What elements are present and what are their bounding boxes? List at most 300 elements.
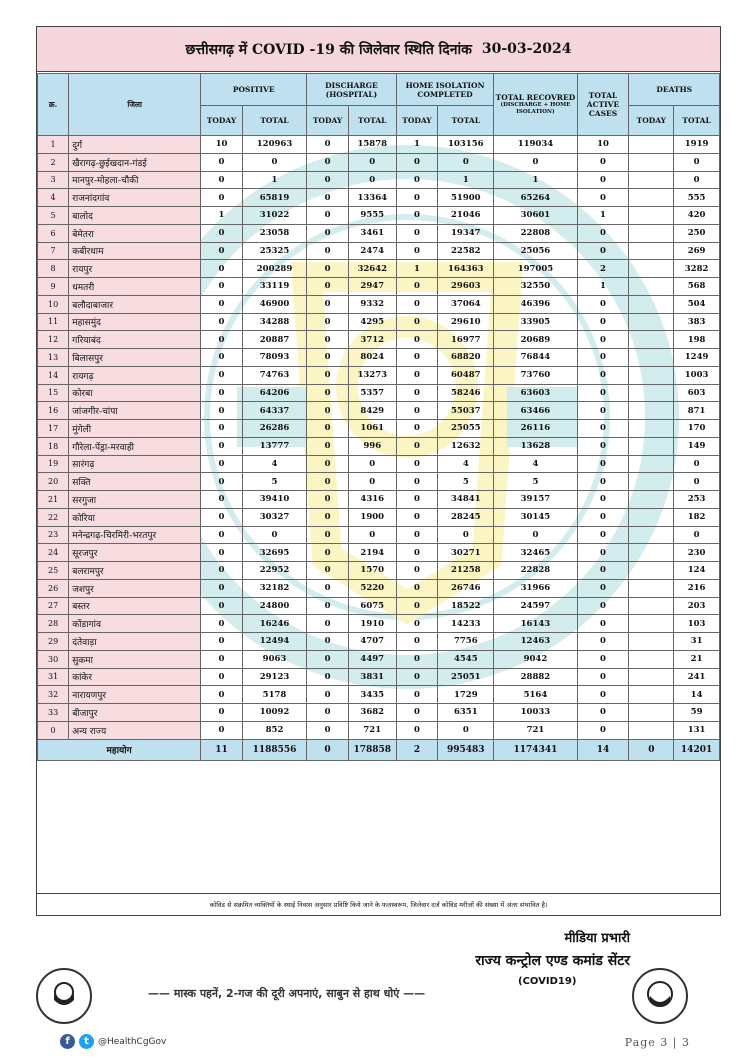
cell-positive-total: 0 <box>242 153 306 171</box>
grand-total-row <box>38 739 720 760</box>
cell-positive-total: 5 <box>242 473 306 491</box>
cell-deaths-total: 0 <box>674 455 720 473</box>
cell-district: गरियाबंद <box>69 331 201 349</box>
cell-positive-today: 0 <box>201 455 243 473</box>
cell-positive-today: 0 <box>201 544 243 562</box>
cell-positive-today: 0 <box>201 508 243 526</box>
cell-home-total: 18522 <box>438 597 494 615</box>
cell-discharge-today: 0 <box>307 704 349 722</box>
cell-sn: 2 <box>38 153 69 171</box>
cell-home-total: 21258 <box>438 562 494 580</box>
cell-total-recovered: 30145 <box>494 508 577 526</box>
table-row <box>38 597 720 615</box>
cell-total-recovered: 9042 <box>494 650 577 668</box>
cell-district: अन्य राज्य <box>69 721 201 739</box>
header-sn: क्र. <box>38 74 69 136</box>
cell-sn: 31 <box>38 668 69 686</box>
cell-district: रायगढ़ <box>69 366 201 384</box>
cell-deaths-today <box>629 207 674 225</box>
cell-discharge-total: 2194 <box>348 544 396 562</box>
cell-positive-today: 0 <box>201 704 243 722</box>
total-home-today: 2 <box>396 739 438 760</box>
cell-home-today: 0 <box>396 171 438 189</box>
cell-home-total: 12632 <box>438 437 494 455</box>
cell-home-total: 30271 <box>438 544 494 562</box>
cell-positive-total: 32182 <box>242 579 306 597</box>
cell-deaths-total: 131 <box>674 721 720 739</box>
cell-deaths-total: 241 <box>674 668 720 686</box>
cell-deaths-today <box>629 455 674 473</box>
cell-discharge-today: 0 <box>307 366 349 384</box>
cell-deaths-total: 124 <box>674 562 720 580</box>
cell-sn: 12 <box>38 331 69 349</box>
masked-face-icon <box>632 968 688 1024</box>
cell-home-today: 0 <box>396 704 438 722</box>
cell-deaths-total: 230 <box>674 544 720 562</box>
social-handle[interactable]: @HealthCgGov <box>98 1036 167 1047</box>
cell-deaths-today <box>629 331 674 349</box>
cell-sn: 9 <box>38 278 69 296</box>
cell-district: सक्ति <box>69 473 201 491</box>
cell-discharge-total: 996 <box>348 437 396 455</box>
cell-district: दुर्ग <box>69 136 201 154</box>
cell-home-today: 0 <box>396 349 438 367</box>
cell-discharge-today: 0 <box>307 633 349 651</box>
cell-deaths-today <box>629 526 674 544</box>
cell-sn: 33 <box>38 704 69 722</box>
cell-discharge-today: 0 <box>307 207 349 225</box>
cell-home-total: 16977 <box>438 331 494 349</box>
cell-sn: 24 <box>38 544 69 562</box>
cell-deaths-total: 1003 <box>674 366 720 384</box>
cell-district: कोरबा <box>69 384 201 402</box>
page-title <box>37 27 720 72</box>
cell-sn: 30 <box>38 650 69 668</box>
cell-sn: 18 <box>38 437 69 455</box>
cell-district: बालोद <box>69 207 201 225</box>
cell-sn: 22 <box>38 508 69 526</box>
twitter-icon[interactable]: t <box>79 1034 94 1049</box>
cell-discharge-total: 9332 <box>348 295 396 313</box>
cell-home-total: 55037 <box>438 402 494 420</box>
cell-home-total: 4 <box>438 455 494 473</box>
table-row <box>38 242 720 260</box>
cell-total-active: 10 <box>577 136 629 154</box>
cell-positive-today: 0 <box>201 402 243 420</box>
cell-deaths-today <box>629 597 674 615</box>
cell-total-recovered: 73760 <box>494 366 577 384</box>
table-row <box>38 402 720 420</box>
cell-deaths-today <box>629 579 674 597</box>
cell-total-recovered: 39157 <box>494 491 577 509</box>
cell-positive-today: 0 <box>201 366 243 384</box>
total-discharge-total: 178858 <box>348 739 396 760</box>
slogan-bar <box>28 968 718 1028</box>
cell-home-total: 25051 <box>438 668 494 686</box>
cell-home-today: 0 <box>396 384 438 402</box>
cell-home-today: 0 <box>396 437 438 455</box>
cell-discharge-today: 0 <box>307 278 349 296</box>
cell-positive-today: 0 <box>201 171 243 189</box>
cell-total-active: 0 <box>577 295 629 313</box>
cell-district: कबीरधाम <box>69 242 201 260</box>
cell-positive-today: 0 <box>201 331 243 349</box>
cell-deaths-today <box>629 508 674 526</box>
cell-total-active: 0 <box>577 579 629 597</box>
cell-positive-total: 32695 <box>242 544 306 562</box>
cell-discharge-total: 8429 <box>348 402 396 420</box>
cell-home-today: 0 <box>396 331 438 349</box>
cell-district: सूरजपुर <box>69 544 201 562</box>
cell-total-recovered: 65264 <box>494 189 577 207</box>
cell-sn: 6 <box>38 224 69 242</box>
cell-total-recovered: 16143 <box>494 615 577 633</box>
cell-discharge-today: 0 <box>307 420 349 438</box>
cell-district: जशपुर <box>69 579 201 597</box>
header-total-recovered-label: TOTAL RECOVRED <box>495 93 576 102</box>
table-row <box>38 207 720 225</box>
cell-total-active: 0 <box>577 508 629 526</box>
total-home-total: 995483 <box>438 739 494 760</box>
cell-deaths-today <box>629 668 674 686</box>
cell-deaths-total: 1919 <box>674 136 720 154</box>
cell-positive-total: 200289 <box>242 260 306 278</box>
cell-total-active: 0 <box>577 650 629 668</box>
table-row <box>38 615 720 633</box>
table-row <box>38 189 720 207</box>
cell-discharge-total: 1910 <box>348 615 396 633</box>
cell-total-recovered: 25056 <box>494 242 577 260</box>
cell-deaths-today <box>629 349 674 367</box>
cell-district: बलरामपुर <box>69 562 201 580</box>
table-row <box>38 331 720 349</box>
cell-positive-today: 0 <box>201 579 243 597</box>
cell-home-total: 25055 <box>438 420 494 438</box>
cell-sn: 20 <box>38 473 69 491</box>
media-incharge-block <box>475 928 630 972</box>
table-row <box>38 136 720 154</box>
cell-total-active: 0 <box>577 313 629 331</box>
table-row <box>38 260 720 278</box>
table-row <box>38 295 720 313</box>
facebook-icon[interactable]: f <box>60 1034 75 1049</box>
cell-positive-today: 0 <box>201 491 243 509</box>
cell-home-today: 0 <box>396 562 438 580</box>
cell-discharge-total: 721 <box>348 721 396 739</box>
cell-positive-total: 64337 <box>242 402 306 420</box>
cell-deaths-today <box>629 437 674 455</box>
cell-discharge-today: 0 <box>307 153 349 171</box>
cell-home-total: 6351 <box>438 704 494 722</box>
cell-home-today: 0 <box>396 686 438 704</box>
cell-district: महासमुंद <box>69 313 201 331</box>
cell-deaths-total: 14 <box>674 686 720 704</box>
cell-total-active: 1 <box>577 278 629 296</box>
cell-positive-total: 10092 <box>242 704 306 722</box>
cell-home-today: 0 <box>396 473 438 491</box>
table-row <box>38 562 720 580</box>
cell-total-active: 0 <box>577 189 629 207</box>
table-row <box>38 668 720 686</box>
table-row <box>38 721 720 739</box>
cell-district: दंतेवाड़ा <box>69 633 201 651</box>
cell-positive-total: 24800 <box>242 597 306 615</box>
cell-positive-today: 0 <box>201 224 243 242</box>
social-footer <box>60 1034 166 1049</box>
header-total-active: TOTAL ACTIVE CASES <box>577 74 629 136</box>
cell-district: नारायणपुर <box>69 686 201 704</box>
cell-discharge-today: 0 <box>307 437 349 455</box>
cell-deaths-total: 0 <box>674 526 720 544</box>
cell-discharge-total: 32642 <box>348 260 396 278</box>
cell-sn: 25 <box>38 562 69 580</box>
table-row <box>38 366 720 384</box>
cell-total-active: 0 <box>577 633 629 651</box>
cell-discharge-total: 1061 <box>348 420 396 438</box>
cell-total-active: 0 <box>577 153 629 171</box>
table-row <box>38 473 720 491</box>
cell-discharge-today: 0 <box>307 136 349 154</box>
cell-total-recovered: 197005 <box>494 260 577 278</box>
cell-home-today: 0 <box>396 402 438 420</box>
cell-positive-total: 852 <box>242 721 306 739</box>
cell-total-recovered: 5164 <box>494 686 577 704</box>
cell-deaths-total: 253 <box>674 491 720 509</box>
cell-deaths-total: 170 <box>674 420 720 438</box>
cell-district: गौरेला-पेंड्रा-मरवाही <box>69 437 201 455</box>
cell-discharge-today: 0 <box>307 526 349 544</box>
cell-positive-today: 0 <box>201 153 243 171</box>
cell-total-recovered: 32465 <box>494 544 577 562</box>
cell-district: बीजापुर <box>69 704 201 722</box>
table-row <box>38 633 720 651</box>
header-deaths: DEATHS <box>629 74 720 106</box>
cell-positive-total: 31022 <box>242 207 306 225</box>
cell-district: रायपुर <box>69 260 201 278</box>
cell-positive-total: 1 <box>242 171 306 189</box>
cell-total-recovered: 4 <box>494 455 577 473</box>
cell-discharge-total: 3712 <box>348 331 396 349</box>
cell-home-today: 0 <box>396 544 438 562</box>
cell-total-active: 0 <box>577 686 629 704</box>
cell-discharge-today: 0 <box>307 402 349 420</box>
cell-home-total: 21046 <box>438 207 494 225</box>
table-row <box>38 579 720 597</box>
cell-discharge-today: 0 <box>307 615 349 633</box>
cell-deaths-total: 420 <box>674 207 720 225</box>
cell-positive-total: 30327 <box>242 508 306 526</box>
cell-total-active: 0 <box>577 473 629 491</box>
cell-home-total: 19347 <box>438 224 494 242</box>
cell-total-recovered: 13628 <box>494 437 577 455</box>
cell-home-today: 1 <box>396 136 438 154</box>
cell-total-active: 0 <box>577 242 629 260</box>
cell-home-total: 1729 <box>438 686 494 704</box>
cell-positive-total: 12494 <box>242 633 306 651</box>
cell-district: धमतरी <box>69 278 201 296</box>
cell-total-active: 0 <box>577 668 629 686</box>
table-row <box>38 153 720 171</box>
cell-sn: 29 <box>38 633 69 651</box>
cell-positive-total: 5178 <box>242 686 306 704</box>
cell-discharge-total: 2474 <box>348 242 396 260</box>
cell-discharge-total: 8024 <box>348 349 396 367</box>
cell-discharge-total: 4316 <box>348 491 396 509</box>
cell-total-recovered: 63466 <box>494 402 577 420</box>
cell-deaths-today <box>629 544 674 562</box>
cell-total-active: 0 <box>577 544 629 562</box>
cell-discharge-total: 15878 <box>348 136 396 154</box>
header-positive-today: TODAY <box>201 106 243 136</box>
header-deaths-total: TOTAL <box>674 106 720 136</box>
total-recovered: 1174341 <box>494 739 577 760</box>
cell-discharge-total: 2947 <box>348 278 396 296</box>
cell-deaths-today <box>629 615 674 633</box>
cell-deaths-today <box>629 650 674 668</box>
cell-sn: 10 <box>38 295 69 313</box>
cell-discharge-total: 4707 <box>348 633 396 651</box>
cell-home-today: 0 <box>396 366 438 384</box>
header-positive-total: TOTAL <box>242 106 306 136</box>
cell-positive-total: 65819 <box>242 189 306 207</box>
cell-discharge-total: 3682 <box>348 704 396 722</box>
cell-positive-total: 39410 <box>242 491 306 509</box>
cell-sn: 28 <box>38 615 69 633</box>
cell-total-recovered: 22828 <box>494 562 577 580</box>
cell-sn: 19 <box>38 455 69 473</box>
header-home-total: TOTAL <box>438 106 494 136</box>
cell-discharge-total: 4497 <box>348 650 396 668</box>
cell-total-active: 2 <box>577 260 629 278</box>
header-deaths-today: TODAY <box>629 106 674 136</box>
header-total-recovered <box>494 74 577 136</box>
cell-sn: 4 <box>38 189 69 207</box>
district-table <box>37 73 720 761</box>
cell-positive-today: 0 <box>201 633 243 651</box>
cell-discharge-today: 0 <box>307 473 349 491</box>
cell-positive-total: 74763 <box>242 366 306 384</box>
cell-positive-total: 46900 <box>242 295 306 313</box>
cell-total-recovered: 46396 <box>494 295 577 313</box>
cell-district: खैरागढ़-छुईखदान-गंडई <box>69 153 201 171</box>
media-line2: राज्य कन्ट्रोल एण्ड कमांड सेंटर <box>475 953 630 969</box>
total-positive-total: 1188556 <box>242 739 306 760</box>
cell-discharge-today: 0 <box>307 579 349 597</box>
cell-district: जांजगीर-चांपा <box>69 402 201 420</box>
cell-discharge-total: 0 <box>348 153 396 171</box>
covid-status-sheet <box>36 26 721 916</box>
cell-home-today: 0 <box>396 242 438 260</box>
cell-deaths-total: 0 <box>674 171 720 189</box>
cell-deaths-today <box>629 473 674 491</box>
cell-discharge-today: 0 <box>307 189 349 207</box>
slogan-text: —— मास्क पहनें, 2-गज की दूरी अपनाएं, साबुन से हाथ धोएं —— <box>148 987 426 1000</box>
cell-deaths-today <box>629 491 674 509</box>
cell-positive-total: 0 <box>242 526 306 544</box>
cell-sn: 16 <box>38 402 69 420</box>
cell-district: सुकमा <box>69 650 201 668</box>
cell-discharge-total: 3435 <box>348 686 396 704</box>
page-number: Page 3 | 3 <box>624 1036 690 1049</box>
cell-deaths-today <box>629 366 674 384</box>
cell-discharge-today: 0 <box>307 508 349 526</box>
table-row <box>38 650 720 668</box>
cell-total-recovered: 20689 <box>494 331 577 349</box>
cell-total-active: 0 <box>577 526 629 544</box>
cell-discharge-today: 0 <box>307 668 349 686</box>
cell-total-active: 0 <box>577 721 629 739</box>
footnote: कोविड से संक्रमित व्यक्तियों के स्थाई निवास अनुसार प्रविष्टि किये जाने के फलस्वरूप, जिलेवार दर्ज कोविड मरीजों की संख्या में अंतर संभावित है। <box>37 893 720 914</box>
cell-home-total: 34841 <box>438 491 494 509</box>
cell-deaths-total: 182 <box>674 508 720 526</box>
cell-total-recovered: 32550 <box>494 278 577 296</box>
cell-deaths-total: 504 <box>674 295 720 313</box>
cell-deaths-total: 603 <box>674 384 720 402</box>
cell-positive-today: 0 <box>201 437 243 455</box>
cell-deaths-total: 103 <box>674 615 720 633</box>
cell-total-active: 0 <box>577 331 629 349</box>
cell-positive-today: 0 <box>201 242 243 260</box>
cell-positive-today: 1 <box>201 207 243 225</box>
cell-positive-today: 0 <box>201 615 243 633</box>
cell-district: बस्तर <box>69 597 201 615</box>
cell-sn: 23 <box>38 526 69 544</box>
cell-positive-today: 0 <box>201 349 243 367</box>
cell-home-total: 1 <box>438 171 494 189</box>
cell-district: कांकेर <box>69 668 201 686</box>
cell-home-today: 1 <box>396 260 438 278</box>
cell-deaths-today <box>629 153 674 171</box>
cell-discharge-total: 13273 <box>348 366 396 384</box>
cell-sn: 14 <box>38 366 69 384</box>
cell-sn: 7 <box>38 242 69 260</box>
cell-positive-total: 22952 <box>242 562 306 580</box>
cell-home-total: 7756 <box>438 633 494 651</box>
cell-home-today: 0 <box>396 615 438 633</box>
header-positive: POSITIVE <box>201 74 307 106</box>
cell-discharge-today: 0 <box>307 331 349 349</box>
cell-home-total: 68820 <box>438 349 494 367</box>
cell-total-active: 0 <box>577 349 629 367</box>
total-label: महायोग <box>38 739 201 760</box>
cell-deaths-total: 0 <box>674 473 720 491</box>
table-row <box>38 544 720 562</box>
cell-total-recovered: 0 <box>494 153 577 171</box>
cell-home-total: 26746 <box>438 579 494 597</box>
table-row <box>38 349 720 367</box>
cell-deaths-today <box>629 384 674 402</box>
cell-positive-total: 23058 <box>242 224 306 242</box>
cell-discharge-today: 0 <box>307 242 349 260</box>
cell-total-recovered: 10033 <box>494 704 577 722</box>
cell-sn: 5 <box>38 207 69 225</box>
cell-deaths-today <box>629 295 674 313</box>
cell-total-recovered: 1 <box>494 171 577 189</box>
cell-discharge-today: 0 <box>307 562 349 580</box>
cell-discharge-total: 5357 <box>348 384 396 402</box>
cell-home-today: 0 <box>396 579 438 597</box>
cell-home-total: 60487 <box>438 366 494 384</box>
cell-home-total: 0 <box>438 526 494 544</box>
cell-deaths-today <box>629 721 674 739</box>
table-row <box>38 278 720 296</box>
cell-sn: 11 <box>38 313 69 331</box>
cell-total-recovered: 0 <box>494 526 577 544</box>
cell-total-active: 0 <box>577 704 629 722</box>
cell-sn: 1 <box>38 136 69 154</box>
cell-positive-today: 0 <box>201 420 243 438</box>
cell-home-today: 0 <box>396 721 438 739</box>
